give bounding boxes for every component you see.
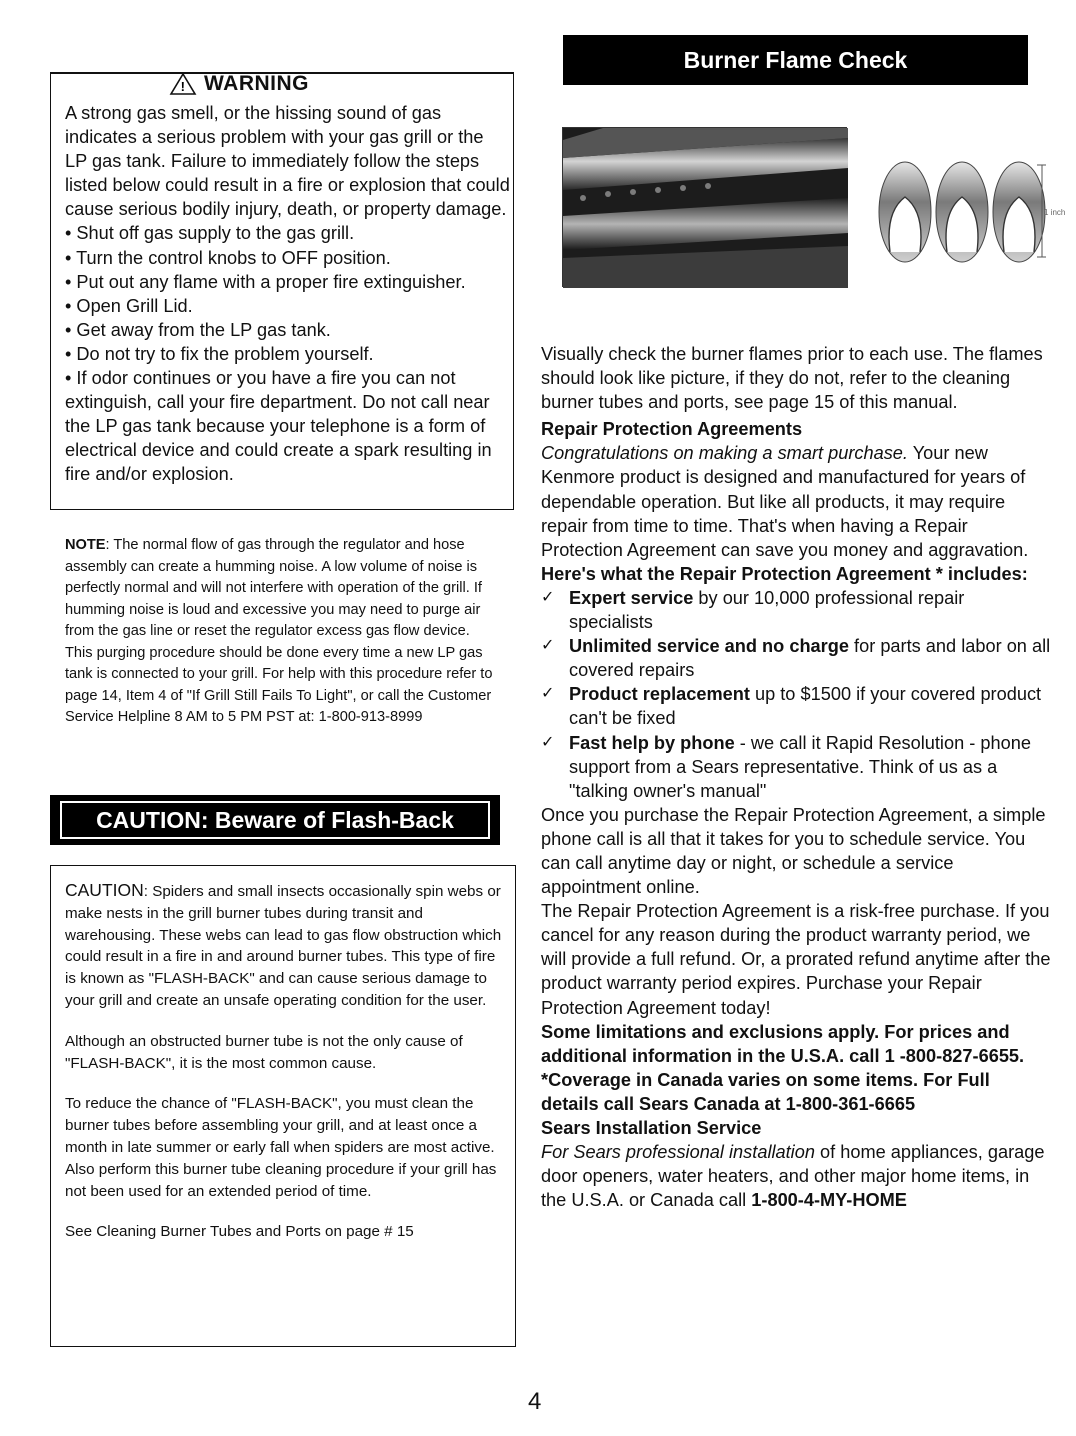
- includes-heading: Here's what the Repair Protection Agreement * includes:: [541, 563, 1028, 584]
- flame-check-text: Visually check the burner flames prior to each use. The flames should look like picture, if they do not, refer to the cleaning burner tubes and ports, see page 15 of this manual.: [541, 344, 1043, 413]
- burner-flame-photo: [562, 127, 847, 287]
- warning-step: • Shut off gas supply to the gas grill.: [65, 223, 355, 244]
- warning-text: [65, 101, 510, 487]
- list-item: ✓ Expert service by our 10,000 professional repair specialists: [541, 587, 965, 633]
- caution-content: [65, 880, 505, 1262]
- warning-intro: A strong gas smell, or the hissing sound of gas indicates a serious problem with your gas grill or the LP gas tank. Failure to immediately follow the steps listed below could result in a fire or explosion that could cause serious bodily injury, death, or property damage.: [65, 103, 510, 220]
- warning-title: [170, 72, 309, 96]
- caution-banner-title: CAUTION: Beware of Flash-Back: [60, 801, 490, 839]
- warning-step: • Do not try to fix the problem yourself.: [65, 343, 374, 364]
- right-column-text: [541, 342, 1051, 1212]
- caution-paragraph-3: To reduce the chance of "FLASH-BACK", you must clean the burner tubes before assembling your grill, and at least once a month in late summer or early fall when spiders are most active. Also perform this burner tube cleaning procedure if your grill has not been used for an extended period of time.: [65, 1095, 497, 1200]
- note-body: : The normal flow of gas through the regulator and hose assembly can create a humming noise. A low volume of noise is perfectly normal and will not interfere with operation of the grill. If humming noise is loud and excessive you may need to purge air from the gas line or reset the regulator excess gas flow device. This purging procedure should be done every time a new LP gas tank is connected to your grill. For help with this procedure refer to page 14, Item 4 of "If Grill Still Fails To Light", or call the Customer Service Helpline 8 AM to 5 PM PST at: 1-800-913-8999: [65, 537, 493, 725]
- repair-intro: Congratulations on making a smart purchase. Your new Kenmore product is designed and manufactured for years of dependable operation. But like all products, it may require repair from time to time. That's when having a Repair Protection Agreement can save you money and aggravation.: [541, 443, 1029, 560]
- warning-step: • Open Grill Lid.: [65, 295, 193, 316]
- check-icon: ✓: [541, 733, 555, 751]
- flame-size-diagram: [870, 157, 1066, 267]
- caution-banner: [50, 795, 500, 845]
- installation-phone: 1-800-4-MY-HOME: [751, 1190, 907, 1211]
- repair-purchase-text: Once you purchase the Repair Protection Agreement, a simple phone call is all that it takes for you to schedule service. You can call anytime day or night, or schedule a service appointment online.: [541, 804, 1046, 898]
- scale-label: 1 inch: [1044, 208, 1066, 217]
- repair-heading: Repair Protection Agreements: [541, 419, 803, 440]
- warning-triangle-icon: [170, 73, 196, 95]
- note-text: [65, 535, 500, 729]
- svg-text:!: !: [180, 79, 186, 94]
- warning-step: • Turn the control knobs to OFF position.: [65, 247, 391, 268]
- caution-paragraph-4: See Cleaning Burner Tubes and Ports on page # 15: [65, 1223, 414, 1241]
- caution-label: CAUTION: [65, 880, 144, 900]
- caution-paragraph-1: CAUTION: Spiders and small insects occasionally spin webs or make nests in the grill burner tubes during transit and warehousing. These webs can lead to gas flow obstruction which could result in a fire in and around burner tubes. This type of fire is known as "FLASH-BACK" and can cause serious damage to your grill and create an unsafe operating condition for the user.: [65, 880, 502, 1009]
- check-icon: ✓: [541, 588, 555, 606]
- warning-step: • Put out any flame with a proper fire extinguisher.: [65, 271, 466, 292]
- flame-shape-2: [936, 162, 988, 262]
- warning-title-text: WARNING: [204, 72, 309, 95]
- repair-riskfree-text: The Repair Protection Agreement is a risk-free purchase. If you cancel for any reason during the product warranty period, we will provide a full refund. Or, a prorated refund anytime after the product warranty period expires. Purchase your Repair Protection Agreement today!: [541, 901, 1051, 1018]
- note-label: NOTE: [65, 537, 106, 553]
- burner-photo-illustration: [563, 128, 848, 288]
- warning-step: • If odor continues or you have a fire you can not extinguish, call your fire department. Do not call near the LP gas tank because your telephone is a form of electrical device and could create a spark resulting in fire and/or explosion.: [65, 368, 492, 485]
- list-item: ✓ Unlimited service and no charge for parts and labor on all covered repairs: [541, 636, 1051, 681]
- flame-check-banner: Burner Flame Check: [563, 35, 1028, 85]
- page-number: 4: [528, 1388, 542, 1415]
- warning-step: • Get away from the LP gas tank.: [65, 319, 331, 340]
- installation-heading: Sears Installation Service: [541, 1118, 762, 1138]
- list-item: ✓ Product replacement up to $1500 if your covered product can't be fixed: [541, 684, 1042, 729]
- repair-intro-italic: Congratulations on making a smart purchase.: [541, 443, 908, 464]
- flame-shape-3: [993, 162, 1045, 262]
- caution-paragraph-2: Although an obstructed burner tube is not the only cause of "FLASH-BACK", it is the most common cause.: [65, 1032, 463, 1072]
- list-item: ✓ Fast help by phone - we call it Rapid Resolution - phone support from a Sears representative. Think of us as a "talking owner's manual": [541, 732, 1031, 801]
- flame-shape-1: [879, 162, 931, 262]
- installation-text: For Sears professional installation of home appliances, garage door openers, water heaters, and other major home items, in the U.S.A. or Canada call 1-800-4-MY-HOME: [541, 1142, 1045, 1211]
- repair-limitations: Some limitations and exclusions apply. For prices and additional information in the U.S.A. call 1 -800-827-6655.: [541, 1021, 1025, 1066]
- check-icon: ✓: [541, 637, 555, 655]
- check-icon: ✓: [541, 685, 555, 703]
- repair-canada: *Coverage in Canada varies on some items. For Full details call Sears Canada at 1-800-361-6665: [541, 1069, 990, 1114]
